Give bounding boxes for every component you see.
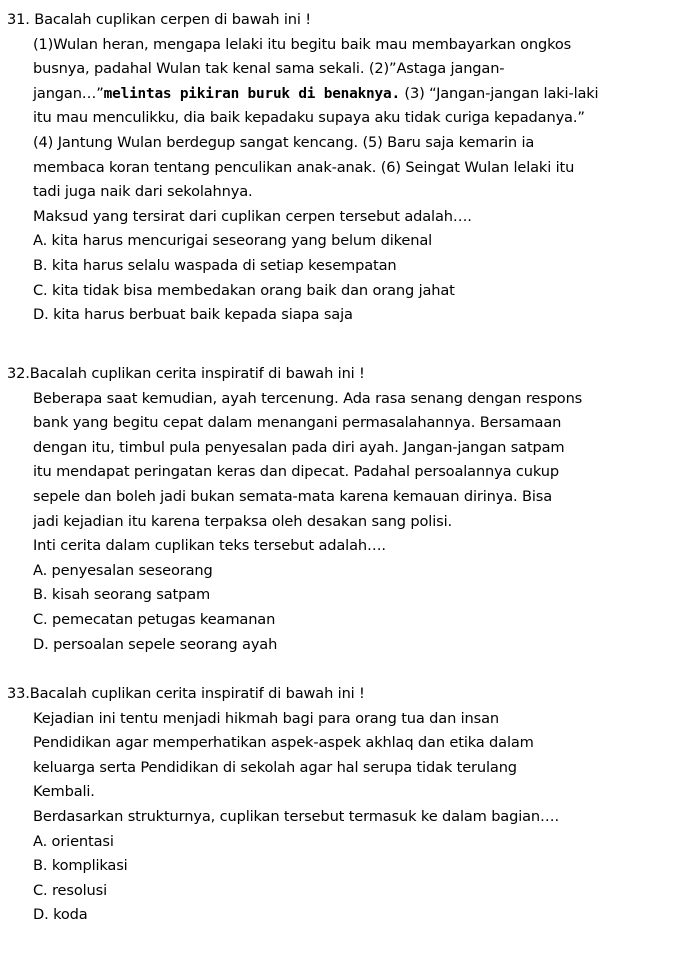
option-d[interactable]: D. persoalan sepele seorang ayah: [33, 635, 278, 653]
question-stem: Bacalah cuplikan cerpen di bawah ini !: [34, 11, 311, 28]
question-number: 32.: [7, 365, 30, 382]
passage-line: busnya, padahal Wulan tak kenal sama sekali. (2)”Astaga jangan-: [33, 60, 505, 78]
passage-bold-text: melintas pikiran buruk di benaknya.: [103, 85, 400, 102]
option-c[interactable]: C. kita tidak bisa membedakan orang baik dan orang jahat: [33, 281, 455, 299]
passage-line: Beberapa saat kemudian, ayah tercenung. Ada rasa senang dengan respons: [33, 389, 583, 407]
passage-line: itu mau menculikku, dia baik kepadaku supaya aku tidak curiga kepadanya.”: [33, 109, 585, 127]
passage-line: (1)Wulan heran, mengapa lelaki itu begitu baik mau membayarkan ongkos: [33, 35, 572, 53]
passage-line: keluarga serta Pendidikan di sekolah agar hal serupa tidak terulang: [33, 758, 517, 776]
question-31: [7, 8, 690, 328]
question-number: 33.: [7, 685, 30, 702]
option-b[interactable]: B. kisah seorang satpam: [33, 586, 211, 604]
option-d[interactable]: D. koda: [33, 906, 88, 924]
option-b[interactable]: B. kita harus selalu waspada di setiap kesempatan: [33, 256, 397, 274]
question-prompt: Berdasarkan strukturnya, cuplikan tersebut termasuk ke dalam bagian….: [33, 807, 559, 825]
passage-line: Kembali.: [33, 783, 95, 801]
option-c[interactable]: C. resolusi: [33, 881, 107, 899]
passage-line: dengan itu, timbul pula penyesalan pada diri ayah. Jangan-jangan satpam: [33, 438, 565, 456]
passage-line: bank yang begitu cepat dalam menangani permasalahannya. Bersamaan: [33, 414, 562, 432]
question-stem-line: [7, 682, 690, 707]
question-stem: Bacalah cuplikan cerita inspiratif di bawah ini !: [29, 365, 365, 382]
option-a[interactable]: A. orientasi: [33, 832, 114, 850]
question-stem-line: [7, 362, 690, 387]
passage-line: jadi kejadian itu karena terpaksa oleh desakan sang polisi.: [33, 512, 452, 530]
question-stem-line: [7, 8, 690, 33]
question-prompt: Inti cerita dalam cuplikan teks tersebut adalah….: [33, 537, 386, 555]
option-c[interactable]: C. pemecatan petugas keamanan: [33, 610, 276, 628]
option-b[interactable]: B. komplikasi: [33, 857, 128, 875]
passage-line: (4) Jantung Wulan berdegup sangat kencang. (5) Baru saja kemarin ia: [33, 133, 535, 151]
option-a[interactable]: A. penyesalan seseorang: [33, 561, 213, 579]
option-a[interactable]: A. kita harus mencurigai seseorang yang belum dikenal: [33, 232, 433, 250]
passage-line: membaca koran tentang penculikan anak-anak. (6) Seingat Wulan lelaki itu: [33, 158, 575, 176]
option-d[interactable]: D. kita harus berbuat baik kepada siapa saja: [33, 306, 353, 324]
passage-line: Kejadian ini tentu menjadi hikmah bagi para orang tua dan insan: [33, 709, 500, 727]
passage-line: sepele dan boleh jadi bukan semata-mata karena kemauan dirinya. Bisa: [33, 487, 553, 505]
question-number: 31.: [7, 11, 30, 28]
passage-line: itu mendapat peringatan keras dan dipecat. Padahal persoalannya cukup: [33, 463, 559, 481]
passage-line: tadi juga naik dari sekolahnya.: [33, 183, 253, 201]
passage-text: (3) “Jangan-jangan laki-laki: [399, 84, 599, 102]
question-32: [7, 362, 690, 657]
question-33: [7, 682, 690, 928]
question-prompt: Maksud yang tersirat dari cuplikan cerpen tersebut adalah….: [33, 207, 472, 225]
passage-line: [7, 82, 690, 107]
passage-text: jangan…”: [33, 84, 104, 102]
question-stem: Bacalah cuplikan cerita inspiratif di bawah ini !: [29, 685, 365, 702]
passage-line: Pendidikan agar memperhatikan aspek-aspek akhlaq dan etika dalam: [33, 734, 534, 752]
